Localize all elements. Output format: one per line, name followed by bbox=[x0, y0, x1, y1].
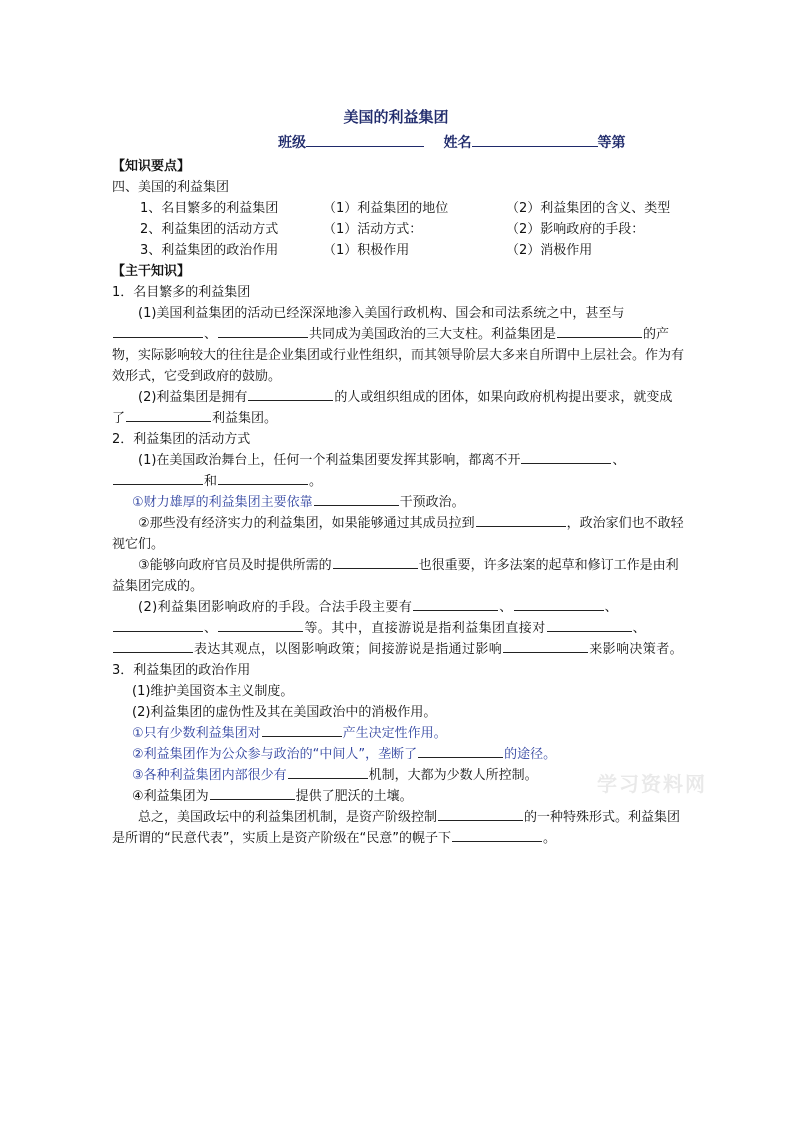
fill-blank[interactable] bbox=[126, 408, 211, 422]
paragraph: (2)利益集团影响政府的手段。合法手段主要有 、 、、 等。其中，直接游说是指利益集团直接对 、表达其观点，以图影响政策；间接游说是指通过影响 来影响决策者。 bbox=[112, 597, 684, 660]
list-item: ①只有少数利益集团对 产生决定性作用。 bbox=[112, 723, 684, 744]
class-blank[interactable] bbox=[306, 132, 424, 147]
list-item: ①财力雄厚的利益集团主要依靠 干预政治。 bbox=[112, 492, 684, 513]
fill-blank[interactable] bbox=[113, 324, 203, 338]
fill-blank[interactable] bbox=[288, 765, 368, 779]
outline-item: （2）影响政府的手段： bbox=[506, 222, 645, 237]
name-blank[interactable] bbox=[472, 132, 598, 147]
section-1-heading: 1．名目繁多的利益集团 bbox=[112, 285, 251, 300]
fill-blank[interactable] bbox=[210, 786, 295, 800]
section-main-knowledge: 【主干知识】 bbox=[112, 264, 191, 279]
paragraph: (2)利益集团是拥有 的人或组织组成的团体，如果向政府机构提出要求，就变成了 利益集团。 bbox=[112, 387, 684, 429]
list-item: ③各种利益集团内部很少有 机制，大都为少数人所控制。 bbox=[112, 765, 684, 786]
list-item: ④利益集团为 提供了肥沃的土壤。 bbox=[112, 786, 684, 807]
fill-blank[interactable] bbox=[503, 639, 588, 653]
list-item: ③能够向政府官员及时提供所需的 也很重要，许多法案的起草和修订工作是由利益集团完成的。 bbox=[112, 555, 684, 597]
name-label: 姓名 bbox=[443, 135, 472, 151]
fill-blank[interactable] bbox=[314, 492, 399, 506]
fill-blank[interactable] bbox=[248, 387, 333, 401]
outline-row bbox=[112, 198, 684, 219]
fill-blank[interactable] bbox=[333, 555, 418, 569]
class-label: 班级 bbox=[278, 135, 306, 151]
fill-blank[interactable] bbox=[452, 828, 542, 842]
fill-blank[interactable] bbox=[514, 597, 604, 611]
paragraph: (2)利益集团的虚伪性及其在美国政治中的消极作用。 bbox=[132, 705, 437, 720]
outline-row bbox=[112, 219, 684, 240]
paragraph: (1)在美国政治舞台上，任何一个利益集团要发挥其影响，都离不开 、和 。 bbox=[112, 450, 684, 492]
fill-blank[interactable] bbox=[413, 597, 498, 611]
outline-item: 3、利益集团的政治作用 bbox=[140, 243, 279, 258]
paragraph: (1)维护美国资本主义制度。 bbox=[132, 684, 294, 699]
paragraph: (1)美国利益集团的活动已经深深地渗入美国行政机构、国会和司法系统之中，甚至与、 共同成为美国政治的三大支柱。利益集团是 的产物，实际影响较大的往往是企业集团或行业性组织，而其领导阶层大多来自所谓中上层社会。作为有效形式，它受到政府的鼓励。 bbox=[112, 306, 685, 384]
fill-blank[interactable] bbox=[218, 324, 308, 338]
fill-blank[interactable] bbox=[113, 471, 203, 485]
outline-row bbox=[112, 240, 684, 261]
outline-item: 1、名目繁多的利益集团 bbox=[140, 201, 279, 216]
fill-blank[interactable] bbox=[113, 639, 193, 653]
fill-blank[interactable] bbox=[218, 471, 308, 485]
outline-item: （1）活动方式： bbox=[323, 222, 423, 237]
page-title: 美国的利益集团 bbox=[343, 108, 449, 126]
outline-item: （1）积极作用 bbox=[323, 243, 410, 258]
fill-blank[interactable] bbox=[557, 324, 642, 338]
fill-blank[interactable] bbox=[547, 618, 632, 632]
section-2-heading: 2．利益集团的活动方式 bbox=[112, 432, 251, 447]
list-item: ②利益集团作为公众参与政治的“中间人”，垄断了 的途径。 bbox=[112, 744, 684, 765]
chapter-heading: 四、美国的利益集团 bbox=[112, 180, 230, 195]
outline-item: （1）利益集团的地位 bbox=[323, 201, 449, 216]
section-knowledge-points: 【知识要点】 bbox=[112, 159, 191, 174]
fill-blank[interactable] bbox=[218, 618, 303, 632]
fill-blank[interactable] bbox=[476, 513, 566, 527]
summary-paragraph: 总之，美国政坛中的利益集团机制，是资产阶级控制 的一种特殊形式。利益集团是所谓的“民意代表”，实质上是资产阶级在“民意”的幌子下 。 bbox=[112, 807, 684, 849]
outline-item: 2、利益集团的活动方式 bbox=[140, 222, 279, 237]
section-3-heading: 3．利益集团的政治作用 bbox=[112, 663, 251, 678]
outline-item: （2）利益集团的含义、类型 bbox=[506, 201, 671, 216]
document-page bbox=[112, 104, 684, 849]
student-info-row bbox=[112, 130, 684, 156]
outline-item: （2）消极作用 bbox=[506, 243, 593, 258]
fill-blank[interactable] bbox=[262, 723, 342, 737]
grade-label: 等第 bbox=[597, 135, 626, 151]
fill-blank[interactable] bbox=[418, 744, 503, 758]
fill-blank[interactable] bbox=[521, 450, 611, 464]
watermark: 学习资料网 bbox=[597, 772, 707, 796]
list-item: ②那些没有经济实力的利益集团，如果能够通过其成员拉到 ，政治家们也不敢轻视它们。 bbox=[112, 513, 684, 555]
fill-blank[interactable] bbox=[438, 807, 523, 821]
fill-blank[interactable] bbox=[113, 618, 203, 632]
